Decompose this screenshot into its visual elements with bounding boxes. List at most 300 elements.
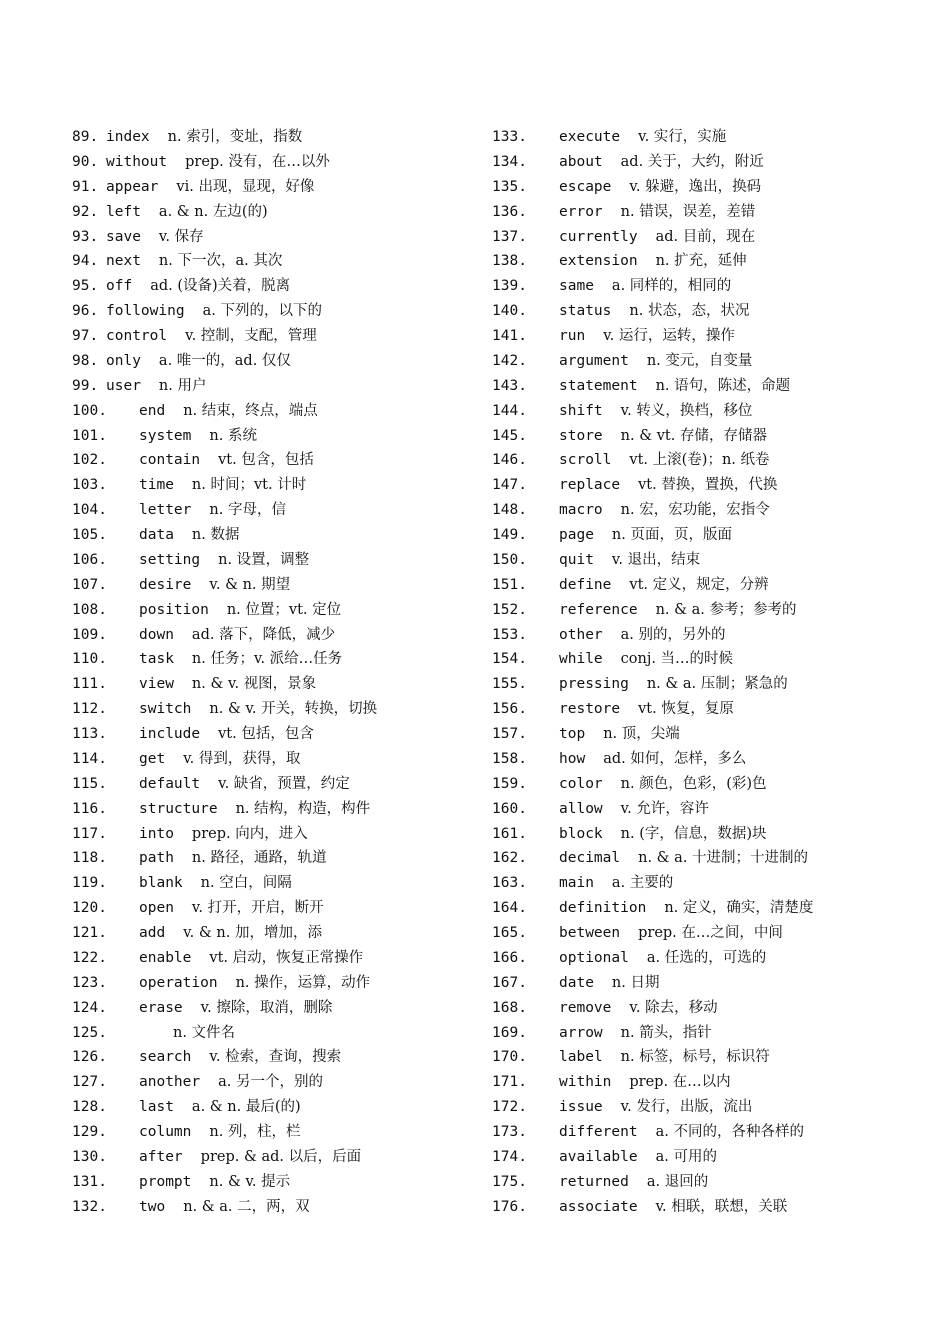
entry-number: 94. bbox=[72, 253, 99, 270]
entry-number: 132. bbox=[72, 1198, 107, 1215]
entry-number: 155. bbox=[492, 676, 527, 693]
entry-word: other bbox=[559, 626, 603, 643]
entry-number: 101. bbox=[72, 427, 107, 444]
entry-word: returned bbox=[559, 1173, 629, 1190]
entry-word: about bbox=[559, 153, 603, 170]
entry-word: erase bbox=[139, 999, 183, 1016]
entry-definition: vt. 包含，包括 bbox=[218, 452, 314, 469]
entry-number: 91. bbox=[72, 178, 99, 195]
vocab-entry bbox=[492, 1145, 932, 1170]
entry-definition: n. (字，信息，数据)块 bbox=[620, 825, 767, 842]
vocab-entry bbox=[72, 946, 487, 971]
vocab-entry bbox=[72, 473, 487, 498]
vocab-entry bbox=[72, 150, 487, 175]
vocab-entry bbox=[492, 722, 932, 747]
entry-definition: n. 系统 bbox=[209, 427, 257, 444]
vocab-entry bbox=[72, 822, 487, 847]
vocab-entry bbox=[492, 448, 932, 473]
entry-number: 100. bbox=[72, 402, 107, 419]
entry-word: issue bbox=[559, 1099, 603, 1116]
entry-definition: n. & a. 十进制；十进制的 bbox=[638, 850, 809, 867]
vocab-entry bbox=[72, 647, 487, 672]
entry-word: run bbox=[559, 328, 586, 344]
vocab-entry bbox=[492, 324, 932, 349]
entry-number: 146. bbox=[492, 452, 527, 469]
entry-number: 147. bbox=[492, 477, 527, 494]
entry-definition: n. 变元，自变量 bbox=[646, 352, 753, 369]
entry-number: 149. bbox=[492, 527, 527, 543]
vocab-entry bbox=[492, 747, 932, 772]
vocab-entry bbox=[72, 896, 487, 921]
entry-word: control bbox=[106, 328, 168, 344]
entry-number: 133. bbox=[492, 129, 527, 145]
entry-word: argument bbox=[559, 352, 629, 369]
entry-definition: n. 扩充，延伸 bbox=[655, 253, 747, 270]
entry-definition: v. 控制，支配，管理 bbox=[185, 328, 317, 344]
vocab-entry bbox=[72, 1021, 487, 1046]
entry-definition: n. 字母，信 bbox=[209, 502, 286, 519]
entry-word: time bbox=[139, 477, 174, 494]
entry-definition: n. & vt. 存储，存储器 bbox=[620, 427, 767, 444]
vocab-entry bbox=[492, 822, 932, 847]
vocab-entry bbox=[492, 996, 932, 1021]
vocab-entry bbox=[72, 921, 487, 946]
entry-number: 106. bbox=[72, 551, 107, 568]
entry-word: left bbox=[106, 203, 141, 220]
entry-definition: ad. (设备)关着，脱离 bbox=[150, 278, 291, 295]
vocab-entry bbox=[492, 772, 932, 797]
entry-number: 114. bbox=[72, 750, 107, 767]
entry-definition: v. 实行，实施 bbox=[638, 129, 727, 145]
entry-number: 123. bbox=[72, 974, 107, 991]
entry-word: store bbox=[559, 427, 603, 444]
entry-definition: v. 得到，获得，取 bbox=[183, 750, 301, 767]
vocab-entry bbox=[492, 125, 932, 150]
entry-definition: a. 任选的，可选的 bbox=[646, 949, 767, 966]
vocab-entry bbox=[492, 548, 932, 573]
entry-number: 120. bbox=[72, 900, 107, 917]
vocab-entry bbox=[492, 1195, 932, 1220]
vocab-entry bbox=[72, 1070, 487, 1095]
entry-definition: a. & n. 最后(的) bbox=[191, 1099, 301, 1116]
vocab-entry bbox=[72, 697, 487, 722]
entry-word: between bbox=[559, 925, 621, 941]
vocab-entry bbox=[72, 200, 487, 225]
vocab-entry bbox=[492, 871, 932, 896]
entry-number: 151. bbox=[492, 576, 527, 593]
entry-number: 169. bbox=[492, 1024, 527, 1041]
entry-number: 95. bbox=[72, 278, 99, 295]
vocab-entry bbox=[72, 722, 487, 747]
vocab-entry bbox=[72, 772, 487, 797]
entry-number: 142. bbox=[492, 352, 527, 369]
entry-word: how bbox=[559, 750, 586, 767]
entry-number: 118. bbox=[72, 850, 107, 867]
entry-word: page bbox=[559, 527, 594, 543]
entry-definition: n. 错误，误差，差错 bbox=[620, 203, 756, 220]
entry-definition: n. & v. 提示 bbox=[209, 1173, 291, 1190]
vocab-entry bbox=[72, 1170, 487, 1195]
vocab-entry bbox=[72, 225, 487, 250]
vocab-entry bbox=[72, 971, 487, 996]
entry-number: 167. bbox=[492, 974, 527, 991]
entry-number: 119. bbox=[72, 875, 107, 892]
entry-word: remove bbox=[559, 999, 612, 1016]
entry-definition: prep. & ad. 以后，后面 bbox=[200, 1148, 362, 1165]
entry-number: 158. bbox=[492, 750, 527, 767]
entry-number: 111. bbox=[72, 676, 107, 693]
entry-definition: v. 保存 bbox=[158, 228, 204, 245]
entry-number: 143. bbox=[492, 377, 527, 394]
vocab-entry bbox=[492, 573, 932, 598]
entry-number: 157. bbox=[492, 726, 527, 742]
entry-word: define bbox=[559, 576, 612, 593]
entry-word: without bbox=[106, 153, 168, 170]
entry-definition: vt. 恢复，复原 bbox=[638, 701, 734, 718]
vocab-entry bbox=[492, 523, 932, 548]
entry-definition: n. 标签，标号，标识符 bbox=[620, 1049, 770, 1066]
entry-definition: n. 日期 bbox=[611, 974, 660, 991]
entry-word: column bbox=[139, 1124, 192, 1140]
vocab-entry bbox=[492, 647, 932, 672]
entry-definition: vt. 定义，规定，分辨 bbox=[629, 576, 769, 593]
entry-number: 125. bbox=[72, 1024, 107, 1041]
entry-word: currently bbox=[559, 228, 638, 245]
entry-word: blank bbox=[139, 875, 183, 892]
entry-word: into bbox=[139, 825, 174, 842]
entry-word: replace bbox=[559, 477, 621, 494]
vocabulary-column-left bbox=[72, 125, 487, 1220]
entry-word: user bbox=[106, 377, 141, 394]
entry-number: 104. bbox=[72, 502, 107, 519]
entry-definition: n. 设置，调整 bbox=[218, 551, 310, 568]
entry-definition: n. 箭头，指针 bbox=[620, 1024, 712, 1041]
vocab-entry bbox=[72, 871, 487, 896]
entry-definition: v. 除去，移动 bbox=[629, 999, 718, 1016]
entry-word: definition bbox=[559, 900, 647, 917]
entry-number: 156. bbox=[492, 701, 527, 718]
vocab-entry bbox=[492, 274, 932, 299]
entry-word: optional bbox=[559, 949, 629, 966]
vocab-entry bbox=[72, 175, 487, 200]
entry-number: 144. bbox=[492, 402, 527, 419]
entry-number: 168. bbox=[492, 999, 527, 1016]
entry-word: operation bbox=[139, 974, 218, 991]
entry-definition: a. 主要的 bbox=[611, 875, 674, 892]
entry-definition: n. 索引，变址，指数 bbox=[167, 129, 303, 145]
entry-definition: v. 检索，查询，搜索 bbox=[209, 1049, 342, 1066]
entry-number: 124. bbox=[72, 999, 107, 1016]
entry-number: 135. bbox=[492, 178, 527, 195]
entry-number: 134. bbox=[492, 153, 527, 170]
entry-definition: n. 顶，尖端 bbox=[603, 726, 680, 742]
entry-definition: n. 宏，宏功能，宏指令 bbox=[620, 502, 770, 519]
entry-word: switch bbox=[139, 701, 192, 718]
vocab-entry bbox=[492, 1070, 932, 1095]
entry-word: associate bbox=[559, 1198, 638, 1215]
entry-definition: a. 别的，另外的 bbox=[620, 626, 726, 643]
entry-number: 89. bbox=[72, 129, 99, 145]
entry-word: same bbox=[559, 278, 594, 295]
entry-definition: n. 颜色，色彩，(彩)色 bbox=[620, 775, 767, 792]
entry-definition: prep. 向内，进入 bbox=[191, 825, 308, 842]
entry-word: prompt bbox=[139, 1173, 192, 1190]
entry-word: scroll bbox=[559, 452, 612, 469]
vocab-entry bbox=[492, 623, 932, 648]
entry-definition: n. 语句，陈述，命题 bbox=[655, 377, 791, 394]
vocab-entry bbox=[72, 623, 487, 648]
entry-number: 160. bbox=[492, 800, 527, 817]
entry-word: structure bbox=[139, 800, 218, 817]
entry-definition: a. 下列的，以下的 bbox=[202, 303, 322, 320]
entry-definition: vt. 替换，置换，代换 bbox=[638, 477, 778, 494]
entry-definition: v. 缺省，预置，约定 bbox=[218, 775, 350, 792]
entry-word: macro bbox=[559, 502, 603, 519]
entry-word: status bbox=[559, 303, 612, 320]
entry-word: appear bbox=[106, 178, 159, 195]
entry-definition: n. 时间；vt. 计时 bbox=[191, 477, 307, 494]
entry-number: 176. bbox=[492, 1198, 527, 1215]
vocab-entry bbox=[492, 797, 932, 822]
entry-number: 174. bbox=[492, 1148, 527, 1165]
entry-word: label bbox=[559, 1049, 603, 1066]
vocab-entry bbox=[492, 598, 932, 623]
entry-definition: a. 退回的 bbox=[646, 1173, 709, 1190]
entry-word: desire bbox=[139, 576, 192, 593]
vocab-entry bbox=[72, 523, 487, 548]
entry-number: 127. bbox=[72, 1074, 107, 1091]
entry-number: 148. bbox=[492, 502, 527, 519]
vocab-entry bbox=[492, 1170, 932, 1195]
vocab-entry bbox=[72, 374, 487, 399]
vocab-entry bbox=[72, 1095, 487, 1120]
entry-definition: prep. 没有，在…以外 bbox=[185, 153, 330, 170]
entry-number: 122. bbox=[72, 949, 107, 966]
entry-number: 138. bbox=[492, 253, 527, 270]
entry-definition: ad. 关于，大约，附近 bbox=[620, 153, 764, 170]
entry-number: 96. bbox=[72, 303, 99, 320]
vocab-entry bbox=[492, 424, 932, 449]
entry-word: date bbox=[559, 974, 594, 991]
entry-word: path bbox=[139, 850, 174, 867]
entry-number: 103. bbox=[72, 477, 107, 494]
entry-word: position bbox=[139, 601, 209, 618]
entry-number: 121. bbox=[72, 925, 107, 941]
entry-word: extension bbox=[559, 253, 638, 270]
entry-number: 175. bbox=[492, 1173, 527, 1190]
entry-word: off bbox=[106, 278, 133, 295]
vocab-entry bbox=[492, 498, 932, 523]
vocab-entry bbox=[72, 249, 487, 274]
entry-definition: n. 位置；vt. 定位 bbox=[226, 601, 342, 618]
entry-number: 172. bbox=[492, 1099, 527, 1116]
vocab-entry bbox=[492, 971, 932, 996]
entry-word: setting bbox=[139, 551, 201, 568]
entry-word: while bbox=[559, 651, 603, 668]
vocab-entry bbox=[72, 448, 487, 473]
entry-definition: a. 同样的，相同的 bbox=[611, 278, 732, 295]
entry-definition: vt. 启动，恢复正常操作 bbox=[209, 949, 364, 966]
entry-number: 131. bbox=[72, 1173, 107, 1190]
vocab-entry bbox=[492, 1095, 932, 1120]
entry-number: 108. bbox=[72, 601, 107, 618]
entry-number: 105. bbox=[72, 527, 107, 543]
vocab-entry bbox=[72, 548, 487, 573]
vocab-entry bbox=[72, 349, 487, 374]
entry-number: 129. bbox=[72, 1124, 107, 1140]
entry-definition: v. 允许，容许 bbox=[620, 800, 709, 817]
entry-word: allow bbox=[559, 800, 603, 817]
entry-word: escape bbox=[559, 178, 612, 195]
entry-word: pressing bbox=[559, 676, 629, 693]
vocab-entry bbox=[72, 598, 487, 623]
entry-word: block bbox=[559, 825, 603, 842]
entry-number: 159. bbox=[492, 775, 527, 792]
vocab-entry bbox=[492, 175, 932, 200]
entry-word: after bbox=[139, 1148, 183, 1165]
entry-definition: n. 文件名 bbox=[173, 1024, 236, 1041]
vocab-entry bbox=[72, 1120, 487, 1145]
entry-number: 162. bbox=[492, 850, 527, 867]
entry-definition: v. 发行，出版，流出 bbox=[620, 1099, 753, 1116]
entry-definition: v. & n. 期望 bbox=[209, 576, 291, 593]
entry-definition: n. 用户 bbox=[158, 377, 207, 394]
entry-number: 164. bbox=[492, 900, 527, 917]
entry-definition: vt. 上滚(卷)；n. 纸卷 bbox=[629, 452, 770, 469]
entry-definition: a. 另一个，别的 bbox=[218, 1074, 323, 1091]
entry-word: down bbox=[139, 626, 174, 643]
entry-definition: v. 躲避，逸出，换码 bbox=[629, 178, 762, 195]
entry-number: 90. bbox=[72, 153, 99, 170]
entry-definition: n. 状态，态，状况 bbox=[629, 303, 750, 320]
entry-definition: n. & a. 二，两，双 bbox=[183, 1198, 310, 1215]
entry-word: save bbox=[106, 228, 141, 245]
entry-number: 170. bbox=[492, 1049, 527, 1066]
entry-word: different bbox=[559, 1124, 638, 1140]
vocabulary-column-right bbox=[492, 125, 932, 1220]
vocab-entry bbox=[72, 1145, 487, 1170]
entry-word: default bbox=[139, 775, 201, 792]
entry-definition: conj. 当…的时候 bbox=[620, 651, 734, 668]
entry-word: search bbox=[139, 1049, 192, 1066]
entry-word: decimal bbox=[559, 850, 621, 867]
entry-definition: n. 定义，确实，清楚度 bbox=[664, 900, 814, 917]
entry-number: 102. bbox=[72, 452, 107, 469]
vocab-entry bbox=[72, 424, 487, 449]
entry-word: reference bbox=[559, 601, 638, 618]
entry-number: 98. bbox=[72, 352, 99, 369]
entry-definition: v. & n. 加，增加，添 bbox=[183, 925, 322, 941]
entry-word: top bbox=[559, 726, 586, 742]
entry-definition: n. & v. 视图，景象 bbox=[191, 676, 317, 693]
entry-word: error bbox=[559, 203, 603, 220]
entry-word: available bbox=[559, 1148, 638, 1165]
entry-word: add bbox=[139, 925, 166, 941]
entry-number: 137. bbox=[492, 228, 527, 245]
entry-definition: v. 运行，运转，操作 bbox=[603, 328, 735, 344]
vocab-entry bbox=[72, 299, 487, 324]
entry-number: 97. bbox=[72, 328, 99, 344]
entry-word: enable bbox=[139, 949, 192, 966]
entry-word: task bbox=[139, 651, 174, 668]
entry-word: two bbox=[139, 1198, 166, 1215]
entry-definition: prep. 在…以内 bbox=[629, 1074, 731, 1091]
entry-number: 152. bbox=[492, 601, 527, 618]
entry-word: main bbox=[559, 875, 594, 892]
entry-word: within bbox=[559, 1074, 612, 1091]
entry-definition: n. 数据 bbox=[191, 527, 240, 543]
entry-number: 141. bbox=[492, 328, 527, 344]
entry-definition: v. 退出，结束 bbox=[611, 551, 701, 568]
entry-word: include bbox=[139, 726, 201, 742]
entry-word: system bbox=[139, 427, 192, 444]
entry-word: quit bbox=[559, 551, 594, 568]
entry-word: color bbox=[559, 775, 603, 792]
vocab-entry bbox=[492, 249, 932, 274]
entry-word: restore bbox=[559, 701, 621, 718]
entry-number: 117. bbox=[72, 825, 107, 842]
entry-number: 112. bbox=[72, 701, 107, 718]
entry-number: 109. bbox=[72, 626, 107, 643]
vocab-entry bbox=[492, 374, 932, 399]
entry-definition: a. 唯一的，ad. 仅仅 bbox=[158, 352, 291, 369]
entry-number: 166. bbox=[492, 949, 527, 966]
entry-definition: ad. 落下，降低，减少 bbox=[191, 626, 336, 643]
entry-word: end bbox=[139, 402, 166, 419]
entry-number: 93. bbox=[72, 228, 99, 245]
vocab-entry bbox=[492, 399, 932, 424]
entry-definition: n. 路径，通路，轨道 bbox=[191, 850, 327, 867]
vocab-entry bbox=[492, 946, 932, 971]
vocab-entry bbox=[492, 1045, 932, 1070]
vocab-entry bbox=[492, 473, 932, 498]
vocab-entry bbox=[72, 125, 487, 150]
vocab-entry bbox=[72, 846, 487, 871]
entry-number: 130. bbox=[72, 1148, 107, 1165]
entry-word: another bbox=[139, 1074, 201, 1091]
entry-word: shift bbox=[559, 402, 603, 419]
entry-definition: n. & v. 开关，转换，切换 bbox=[209, 701, 378, 718]
vocab-entry bbox=[492, 150, 932, 175]
entry-definition: n. & a. 压制；紧急的 bbox=[646, 676, 788, 693]
entry-word: only bbox=[106, 352, 141, 369]
vocab-entry bbox=[72, 747, 487, 772]
entry-number: 173. bbox=[492, 1124, 527, 1140]
entry-word: execute bbox=[559, 129, 621, 145]
entry-number: 136. bbox=[492, 203, 527, 220]
entry-definition: n. 结构，构造，构件 bbox=[235, 800, 371, 817]
entry-definition: ad. 如何，怎样，多么 bbox=[603, 750, 747, 767]
vocab-entry bbox=[72, 324, 487, 349]
vocab-entry bbox=[72, 399, 487, 424]
entry-definition: v. 相联，联想，关联 bbox=[655, 1198, 788, 1215]
entry-definition: vt. 包括，包含 bbox=[218, 726, 314, 742]
vocab-entry bbox=[72, 1195, 487, 1220]
entry-word: contain bbox=[139, 452, 201, 469]
entry-definition: v. 转义，换档，移位 bbox=[620, 402, 753, 419]
entry-definition: n. 结束，终点，端点 bbox=[183, 402, 318, 419]
vocab-entry bbox=[492, 846, 932, 871]
entry-number: 126. bbox=[72, 1049, 107, 1066]
entry-number: 154. bbox=[492, 651, 527, 668]
entry-definition: n. 下一次，a. 其次 bbox=[158, 253, 283, 270]
vocab-entry bbox=[72, 996, 487, 1021]
entry-number: 153. bbox=[492, 626, 527, 643]
entry-number: 140. bbox=[492, 303, 527, 320]
entry-number: 113. bbox=[72, 726, 107, 742]
entry-number: 150. bbox=[492, 551, 527, 568]
vocab-entry bbox=[72, 797, 487, 822]
